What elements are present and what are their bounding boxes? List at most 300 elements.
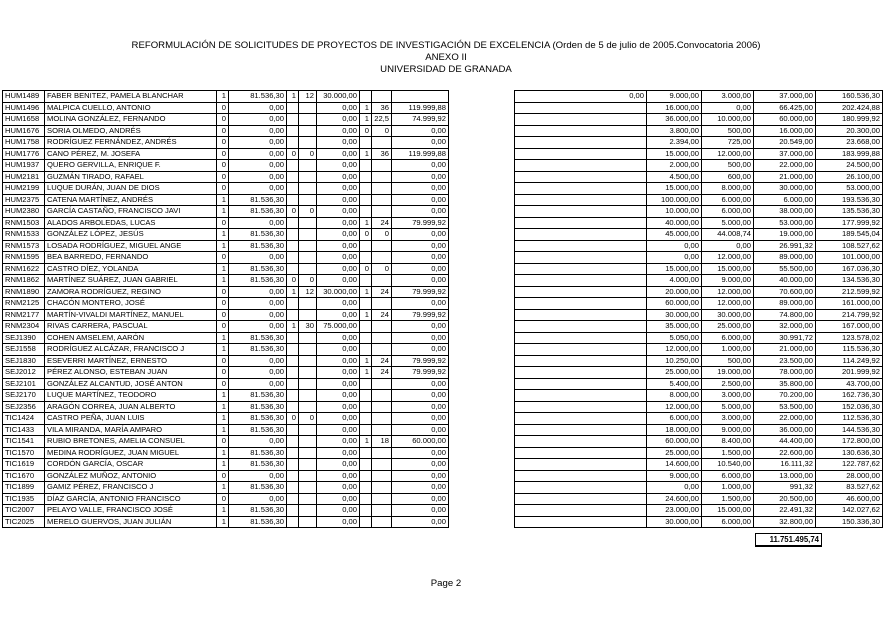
table-cell: 167.000,00 xyxy=(816,321,883,333)
table-cell: 1 xyxy=(217,413,229,425)
table-cell: HUM1937 xyxy=(3,160,45,172)
table-cell: 112.536,30 xyxy=(816,413,883,425)
table-row xyxy=(3,183,883,195)
table-cell: 0,00 xyxy=(392,298,449,310)
table-cell: 0 xyxy=(217,125,229,137)
table-cell xyxy=(515,482,647,494)
table-cell xyxy=(372,298,392,310)
table-cell xyxy=(287,470,299,482)
table-cell: 0,00 xyxy=(317,102,360,114)
table-cell: 0,00 xyxy=(392,206,449,218)
table-cell: 81.536,30 xyxy=(229,194,287,206)
table-cell: 60.000,00 xyxy=(647,436,702,448)
table-cell: 0,00 xyxy=(317,171,360,183)
table-cell: 167.036,30 xyxy=(816,263,883,275)
table-cell xyxy=(299,516,317,528)
table-row xyxy=(3,286,883,298)
table-cell: 119.999,88 xyxy=(392,148,449,160)
table-cell: 32.000,00 xyxy=(754,321,816,333)
table-cell xyxy=(360,275,372,287)
table-cell: COHEN AMSELEM, AARÓN xyxy=(45,332,217,344)
grand-total: 11.751.495,74 xyxy=(755,533,822,547)
table-cell: 20.549,00 xyxy=(754,137,816,149)
table-cell: 5.000,00 xyxy=(702,217,754,229)
table-cell: 24 xyxy=(372,286,392,298)
table-cell: 0,00 xyxy=(392,344,449,356)
table-cell: 0 xyxy=(217,378,229,390)
table-cell: 0 xyxy=(299,275,317,287)
table-cell: PELAYO VALLE, FRANCISCO JOSÉ xyxy=(45,505,217,517)
table-cell xyxy=(287,252,299,264)
table-cell xyxy=(299,183,317,195)
table-cell xyxy=(372,321,392,333)
table-cell xyxy=(515,114,647,126)
table-row xyxy=(3,516,883,528)
table-cell xyxy=(360,160,372,172)
table-cell xyxy=(515,355,647,367)
table-cell xyxy=(299,298,317,310)
spacer-cell xyxy=(449,470,515,482)
table-row xyxy=(3,355,883,367)
spacer-cell xyxy=(449,390,515,402)
table-cell: SEJ2356 xyxy=(3,401,45,413)
table-cell: 74.999,92 xyxy=(392,114,449,126)
table-cell: 32.800,00 xyxy=(754,516,816,528)
table-row xyxy=(3,148,883,160)
table-cell: 0,00 xyxy=(317,367,360,379)
table-cell xyxy=(372,390,392,402)
table-cell: 0,00 xyxy=(392,240,449,252)
table-cell: 6.000,00 xyxy=(702,332,754,344)
table-cell: 0,00 xyxy=(392,516,449,528)
table-cell: 0 xyxy=(287,148,299,160)
spacer-cell xyxy=(449,424,515,436)
table-cell xyxy=(287,114,299,126)
table-cell: 108.527,62 xyxy=(816,240,883,252)
table-cell: 9.000,00 xyxy=(647,470,702,482)
table-cell: 0,00 xyxy=(229,171,287,183)
table-cell xyxy=(515,137,647,149)
table-cell: 12.000,00 xyxy=(702,298,754,310)
spacer-cell xyxy=(449,183,515,195)
table-cell: 44.008,74 xyxy=(702,229,754,241)
table-row xyxy=(3,114,883,126)
table-cell xyxy=(360,206,372,218)
table-cell: 0,00 xyxy=(317,252,360,264)
table-cell xyxy=(515,367,647,379)
table-cell: SEJ2170 xyxy=(3,390,45,402)
table-cell: TIC1424 xyxy=(3,413,45,425)
table-cell: 0 xyxy=(217,217,229,229)
table-cell xyxy=(299,194,317,206)
table-cell xyxy=(515,401,647,413)
table-cell: TIC1570 xyxy=(3,447,45,459)
table-cell: 0 xyxy=(217,102,229,114)
table-cell: SEJ1558 xyxy=(3,344,45,356)
table-cell: 12.000,00 xyxy=(647,344,702,356)
table-cell: 75.000,00 xyxy=(317,321,360,333)
table-cell: 18 xyxy=(372,436,392,448)
table-cell: 0 xyxy=(360,263,372,275)
table-cell: 0,00 xyxy=(229,321,287,333)
table-cell: 142.027,62 xyxy=(816,505,883,517)
table-cell: 1 xyxy=(360,148,372,160)
funding-table xyxy=(2,90,883,528)
table-cell: 0,00 xyxy=(317,505,360,517)
table-cell: 0,00 xyxy=(317,470,360,482)
table-cell: 79.999,92 xyxy=(392,367,449,379)
table-cell: HUM1676 xyxy=(3,125,45,137)
table-cell xyxy=(515,378,647,390)
table-cell: 0 xyxy=(217,355,229,367)
table-cell: 0,00 xyxy=(392,413,449,425)
table-cell xyxy=(372,252,392,264)
table-cell: 177.999,92 xyxy=(816,217,883,229)
table-cell: 0,00 xyxy=(317,206,360,218)
table-cell xyxy=(360,390,372,402)
table-row xyxy=(3,505,883,517)
table-cell: 1 xyxy=(217,91,229,103)
table-cell: 0,00 xyxy=(392,160,449,172)
table-cell: RNM1533 xyxy=(3,229,45,241)
table-cell: HUM1776 xyxy=(3,148,45,160)
spacer-cell xyxy=(449,102,515,114)
spacer-cell xyxy=(449,332,515,344)
table-row xyxy=(3,424,883,436)
table-cell: 22.000,00 xyxy=(754,413,816,425)
table-cell: 0,00 xyxy=(702,102,754,114)
table-cell xyxy=(287,390,299,402)
table-cell: 60.000,00 xyxy=(392,436,449,448)
table-cell: PÉREZ ALONSO, ESTEBAN JUAN xyxy=(45,367,217,379)
table-cell: 21.000,00 xyxy=(754,171,816,183)
table-cell xyxy=(360,470,372,482)
table-cell xyxy=(392,91,449,103)
table-cell: 79.999,92 xyxy=(392,217,449,229)
table-cell xyxy=(287,459,299,471)
spacer-cell xyxy=(449,378,515,390)
table-cell: 114.249,92 xyxy=(816,355,883,367)
table-cell: 81.536,30 xyxy=(229,424,287,436)
table-row xyxy=(3,367,883,379)
table-cell xyxy=(360,482,372,494)
table-cell: 6.000,00 xyxy=(702,194,754,206)
table-cell xyxy=(360,344,372,356)
table-row xyxy=(3,240,883,252)
table-cell: 22.491,32 xyxy=(754,505,816,517)
table-cell: 26.991,32 xyxy=(754,240,816,252)
table-cell: 0,00 xyxy=(229,378,287,390)
table-cell: 0,00 xyxy=(317,125,360,137)
spacer-cell xyxy=(449,125,515,137)
table-cell: 0,00 xyxy=(317,447,360,459)
table-cell xyxy=(515,298,647,310)
table-row xyxy=(3,137,883,149)
table-cell: RNM1595 xyxy=(3,252,45,264)
table-cell xyxy=(515,424,647,436)
table-cell xyxy=(515,102,647,114)
table-cell: 0,00 xyxy=(317,263,360,275)
table-cell xyxy=(360,137,372,149)
table-cell: 0,00 xyxy=(392,263,449,275)
table-cell: 0 xyxy=(217,493,229,505)
table-cell: HUM1496 xyxy=(3,102,45,114)
table-cell: 0 xyxy=(287,206,299,218)
table-cell: 60.000,00 xyxy=(754,114,816,126)
table-cell: 79.999,92 xyxy=(392,355,449,367)
table-cell: 202.424,88 xyxy=(816,102,883,114)
table-cell: 36.000,00 xyxy=(754,424,816,436)
table-cell xyxy=(287,263,299,275)
table-cell: 4.000,00 xyxy=(647,275,702,287)
table-cell: 10.250,00 xyxy=(647,355,702,367)
table-cell: HUM2380 xyxy=(3,206,45,218)
spacer-cell xyxy=(449,321,515,333)
table-cell: 81.536,30 xyxy=(229,447,287,459)
table-cell: 6.000,00 xyxy=(702,206,754,218)
table-cell: ZAMORA RODRÍGUEZ, REGINO xyxy=(45,286,217,298)
table-cell: 130.636,30 xyxy=(816,447,883,459)
table-cell: 22.600,00 xyxy=(754,447,816,459)
table-cell: 6.000,00 xyxy=(702,516,754,528)
table-cell: 0,00 xyxy=(392,171,449,183)
spacer-cell xyxy=(449,286,515,298)
table-cell: RNM1503 xyxy=(3,217,45,229)
table-cell: 24 xyxy=(372,217,392,229)
table-cell xyxy=(299,137,317,149)
table-cell: 16.000,00 xyxy=(647,102,702,114)
table-cell: 81.536,30 xyxy=(229,240,287,252)
table-cell: 201.999,92 xyxy=(816,367,883,379)
table-cell: 1 xyxy=(360,102,372,114)
table-row xyxy=(3,447,883,459)
table-cell: 15.000,00 xyxy=(647,148,702,160)
table-cell xyxy=(515,148,647,160)
table-cell xyxy=(299,240,317,252)
table-row xyxy=(3,436,883,448)
table-cell: 0 xyxy=(287,275,299,287)
spacer-cell xyxy=(449,447,515,459)
table-cell: 24 xyxy=(372,309,392,321)
table-cell: 78.000,00 xyxy=(754,367,816,379)
table-cell xyxy=(360,194,372,206)
table-cell: 0,00 xyxy=(317,436,360,448)
table-cell: 1 xyxy=(287,286,299,298)
table-cell: 0,00 xyxy=(317,378,360,390)
spacer-cell xyxy=(449,516,515,528)
table-cell xyxy=(299,102,317,114)
table-cell xyxy=(372,206,392,218)
table-cell: 0,00 xyxy=(392,183,449,195)
table-cell: 9.000,00 xyxy=(702,424,754,436)
table-row xyxy=(3,344,883,356)
table-cell: 1 xyxy=(217,401,229,413)
table-cell: 10.540,00 xyxy=(702,459,754,471)
table-cell: 12 xyxy=(299,91,317,103)
table-cell: 6.000,00 xyxy=(702,470,754,482)
table-cell xyxy=(287,102,299,114)
table-row xyxy=(3,321,883,333)
table-cell: RUBIO BRETONES, AMELIA CONSUEL xyxy=(45,436,217,448)
table-cell xyxy=(515,309,647,321)
table-cell xyxy=(287,309,299,321)
table-cell xyxy=(299,160,317,172)
table-cell: 0 xyxy=(217,252,229,264)
table-cell: 81.536,30 xyxy=(229,206,287,218)
table-cell: ALADOS ARBOLEDAS, LUCAS xyxy=(45,217,217,229)
table-cell: 3.000,00 xyxy=(702,413,754,425)
table-cell: 20.000,00 xyxy=(647,286,702,298)
table-cell: 20.500,00 xyxy=(754,493,816,505)
table-cell: 0,00 xyxy=(647,482,702,494)
spacer-cell xyxy=(449,160,515,172)
table-cell xyxy=(515,459,647,471)
table-cell: 115.536,30 xyxy=(816,344,883,356)
table-cell: 0,00 xyxy=(392,470,449,482)
table-cell: 19.000,00 xyxy=(754,229,816,241)
table-cell: 991,32 xyxy=(754,482,816,494)
table-cell: 24.600,00 xyxy=(647,493,702,505)
table-cell: ARAGÓN CORREA, JUAN ALBERTO xyxy=(45,401,217,413)
table-cell: GONZÁLEZ MUÑOZ, ANTONIO xyxy=(45,470,217,482)
table-cell: 0,00 xyxy=(229,137,287,149)
table-cell xyxy=(299,424,317,436)
table-row xyxy=(3,125,883,137)
table-cell: 0,00 xyxy=(317,194,360,206)
table-cell: 0,00 xyxy=(229,102,287,114)
table-cell: 5.000,00 xyxy=(702,401,754,413)
table-cell: 500,00 xyxy=(702,160,754,172)
table-cell: 15.000,00 xyxy=(647,183,702,195)
table-cell: 1.000,00 xyxy=(702,482,754,494)
table-cell xyxy=(287,436,299,448)
table-cell: 5.050,00 xyxy=(647,332,702,344)
table-cell: 81.536,30 xyxy=(229,332,287,344)
table-cell: 81.536,30 xyxy=(229,91,287,103)
spacer-cell xyxy=(449,298,515,310)
table-cell xyxy=(299,401,317,413)
table-cell: 144.536,30 xyxy=(816,424,883,436)
table-cell: 23.500,00 xyxy=(754,355,816,367)
table-cell: 119.999,88 xyxy=(392,102,449,114)
table-cell xyxy=(360,378,372,390)
table-cell xyxy=(287,424,299,436)
table-cell: 53.500,00 xyxy=(754,401,816,413)
table-cell: MARTÍN-VIVALDI MARTÍNEZ, MANUEL xyxy=(45,309,217,321)
table-cell: 35.800,00 xyxy=(754,378,816,390)
table-row xyxy=(3,390,883,402)
table-row xyxy=(3,482,883,494)
table-cell: 0,00 xyxy=(229,125,287,137)
table-cell: LUQUE MARTÍNEZ, TEODORO xyxy=(45,390,217,402)
table-cell: 0,00 xyxy=(229,252,287,264)
table-cell: 79.999,92 xyxy=(392,309,449,321)
table-cell: 0 xyxy=(217,309,229,321)
table-cell xyxy=(299,217,317,229)
table-cell xyxy=(360,298,372,310)
table-cell: 0 xyxy=(217,183,229,195)
table-cell xyxy=(299,355,317,367)
table-cell: 16.000,00 xyxy=(754,125,816,137)
table-cell xyxy=(299,252,317,264)
table-cell: 1 xyxy=(217,206,229,218)
table-cell xyxy=(372,171,392,183)
table-cell: TIC1935 xyxy=(3,493,45,505)
table-cell: RIVAS CARRERA, PASCUAL xyxy=(45,321,217,333)
table-cell: DÍAZ GARCÍA, ANTONIO FRANCISCO xyxy=(45,493,217,505)
table-cell: ESEVERRI MARTÍNEZ, ERNESTO xyxy=(45,355,217,367)
table-cell: RODRÍGUEZ ALCÁZAR, FRANCISCO J xyxy=(45,344,217,356)
table-cell: GONZÁLEZ LÓPEZ, JESÚS xyxy=(45,229,217,241)
table-cell: 30.000,00 xyxy=(317,286,360,298)
table-cell: 30.000,00 xyxy=(754,183,816,195)
table-cell: 1 xyxy=(217,482,229,494)
table-cell xyxy=(372,91,392,103)
table-cell: RODRÍGUEZ FERNÁNDEZ, ANDRÉS xyxy=(45,137,217,149)
table-row xyxy=(3,217,883,229)
table-cell: 0,00 xyxy=(317,275,360,287)
table-cell: 8.000,00 xyxy=(702,183,754,195)
table-cell: 0 xyxy=(217,137,229,149)
table-cell: 81.536,30 xyxy=(229,505,287,517)
table-row xyxy=(3,413,883,425)
table-cell: 37.000,00 xyxy=(754,148,816,160)
table-cell: 1.500,00 xyxy=(702,447,754,459)
table-cell: 26.100,00 xyxy=(816,171,883,183)
table-cell: 1 xyxy=(217,194,229,206)
table-cell xyxy=(287,367,299,379)
table-cell: 0,00 xyxy=(229,114,287,126)
table-cell xyxy=(515,413,647,425)
table-cell: 24 xyxy=(372,367,392,379)
table-cell: TIC2007 xyxy=(3,505,45,517)
table-cell: CATENA MARTÍNEZ, ANDRÉS xyxy=(45,194,217,206)
table-cell: TIC1670 xyxy=(3,470,45,482)
table-cell: 0,00 xyxy=(229,436,287,448)
table-cell: GAMIZ PÉREZ, FRANCISCO J xyxy=(45,482,217,494)
table-cell xyxy=(287,183,299,195)
table-cell: RNM1890 xyxy=(3,286,45,298)
table-cell: LOSADA RODRÍGUEZ, MIGUEL ANGE xyxy=(45,240,217,252)
spacer-cell xyxy=(449,493,515,505)
table-cell xyxy=(360,171,372,183)
table-cell: 0,00 xyxy=(229,367,287,379)
table-row xyxy=(3,91,883,103)
table-cell: 83.527,62 xyxy=(816,482,883,494)
table-cell: 81.536,30 xyxy=(229,390,287,402)
table-cell: 0,00 xyxy=(317,148,360,160)
table-cell xyxy=(372,493,392,505)
table-cell xyxy=(299,344,317,356)
table-cell xyxy=(515,470,647,482)
table-cell: 0,00 xyxy=(392,252,449,264)
table-cell: RNM2125 xyxy=(3,298,45,310)
table-cell: 0 xyxy=(217,160,229,172)
table-cell: 2.394,00 xyxy=(647,137,702,149)
table-cell: 1 xyxy=(217,344,229,356)
table-cell: 0 xyxy=(217,470,229,482)
table-cell xyxy=(360,424,372,436)
table-cell: 1 xyxy=(217,447,229,459)
table-cell: 18.000,00 xyxy=(647,424,702,436)
table-cell: 0,00 xyxy=(317,355,360,367)
spacer-cell xyxy=(449,401,515,413)
table-cell xyxy=(515,332,647,344)
table-cell xyxy=(515,160,647,172)
table-cell: 212.599,92 xyxy=(816,286,883,298)
table-cell: 600,00 xyxy=(702,171,754,183)
table-cell: 0 xyxy=(372,263,392,275)
